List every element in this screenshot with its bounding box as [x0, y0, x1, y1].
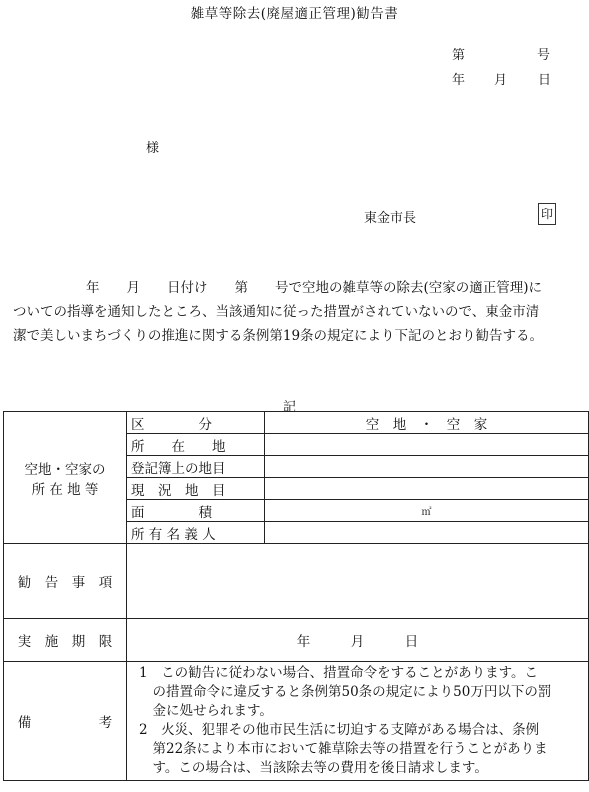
remarks-line: 2 火災、犯罪その他市民生活に切迫する支障がある場合は、条例	[139, 722, 540, 738]
deadline-value: 年 月 日	[127, 619, 589, 662]
number-suffix: 号	[537, 48, 551, 63]
row-value-current-category	[265, 478, 589, 500]
deadline-label: 実 施 期 限	[4, 619, 127, 662]
recommendation-label: 勧 告 事 項	[4, 544, 127, 619]
remarks-line: の措置命令に違反すると条例第50条の規定により50万円以下の罰	[139, 684, 552, 700]
row-value-location	[265, 434, 589, 456]
row-value-owner	[265, 522, 589, 544]
date-month: 月	[494, 73, 508, 88]
location-group-label-line1: 空地・空家の	[24, 461, 106, 478]
remarks-line: 1 この勧告に従わない場合、措置命令をすることがあります。こ	[139, 665, 539, 681]
body-line-1: 年 月 日付け 第 号で空地の雑草等の除去(空家の適正管理)に	[86, 280, 543, 296]
body-line-2: ついての指導を通知したところ、当該通知に従った措置がされていないので、東金市清	[13, 304, 540, 320]
remarks-content	[127, 662, 589, 781]
remarks-label: 備 考	[4, 662, 127, 781]
addressee-suffix: 様	[146, 141, 160, 156]
location-group-label-line2: 所 在 地 等	[31, 481, 99, 498]
row-label-registered-category: 登記簿上の地目	[127, 456, 265, 478]
seal-mark: 印	[538, 203, 556, 225]
row-label-area: 面 積	[127, 500, 265, 522]
date-line	[0, 69, 589, 88]
row-label-location: 所 在 地	[127, 434, 265, 456]
body-line-3: 潔で美しいまちづくりの推進に関する条例第19条の規定により下記のとおり勧告する。	[13, 328, 544, 344]
row-value-area: ㎡	[265, 500, 589, 522]
document-title: 雑草等除去(廃屋適正管理)勧告書	[190, 6, 399, 22]
row-value-registered-category	[265, 456, 589, 478]
issuer-name: 東金市長	[364, 211, 417, 226]
date-day: 日	[538, 73, 552, 88]
recommendation-value	[127, 544, 589, 619]
remarks-line: 第22条により本市において雑草除去等の措置を行うことがありま	[139, 741, 548, 757]
remarks-line: 金に処せられます。	[139, 703, 273, 719]
ki-heading: 記	[283, 400, 297, 415]
remarks-line: す。この場合は、当該除去等の費用を後日請求します。	[139, 760, 488, 776]
row-label-current-category: 現 況 地 目	[127, 478, 265, 500]
row-label-owner: 所 有 名 義 人	[127, 522, 265, 544]
number-prefix: 第	[452, 48, 466, 63]
row-value-category: 空 地 ・ 空 家	[265, 412, 589, 434]
location-group-label	[4, 412, 127, 544]
row-label-category: 区 分	[127, 412, 265, 434]
date-year: 年	[452, 73, 466, 88]
details-table	[3, 411, 589, 781]
